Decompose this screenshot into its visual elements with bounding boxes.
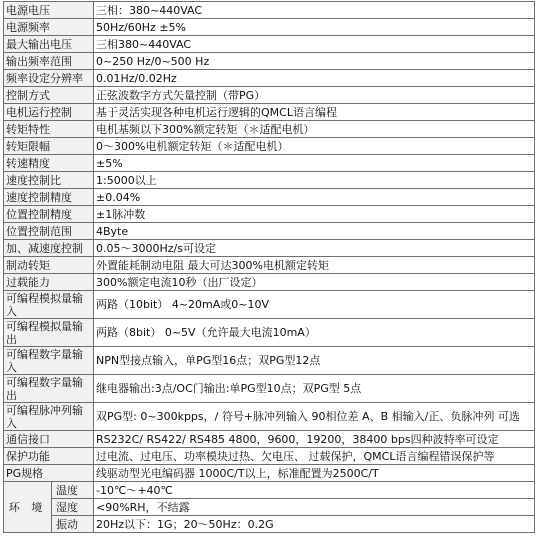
spec-value: 1:5000以上: [94, 172, 535, 189]
spec-label: 加、减速度控制: [4, 240, 94, 257]
spec-row: [4, 172, 535, 189]
spec-value: 正弦波数字方式矢量控制（带PG）: [94, 87, 535, 104]
spec-value: ±0.04%: [94, 189, 535, 206]
spec-value: 继电器输出:3点/OC门输出:单PG型10点；双PG型 5点: [94, 375, 535, 403]
spec-label: 速度控制精度: [4, 189, 94, 206]
spec-row: [4, 87, 535, 104]
spec-label: 通信接口: [4, 431, 94, 448]
spec-row: [4, 70, 535, 87]
spec-row: [4, 36, 535, 53]
spec-value: 过电流、过电压、功率模块过热、欠电压、 过载保护，QMCL语言编程错误保护等: [94, 448, 535, 465]
spec-value: 50Hz/60Hz ±5%: [94, 19, 535, 36]
spec-row: [4, 19, 535, 36]
spec-value: 0.01Hz/0.02Hz: [94, 70, 535, 87]
spec-label: 控制方式: [4, 87, 94, 104]
spec-label: 转速精度: [4, 155, 94, 172]
environment-label: 湿度: [52, 499, 94, 516]
spec-label: 速度控制比: [4, 172, 94, 189]
spec-row: [4, 2, 535, 19]
environment-value: 20Hz以下：1G；20～50Hz：0.2G: [94, 516, 535, 533]
spec-value: 两路（10bit） 4~20mA或0~10V: [94, 291, 535, 319]
spec-row: [4, 274, 535, 291]
spec-value: 0~250 Hz/0~500 Hz: [94, 53, 535, 70]
spec-label: 最大输出电压: [4, 36, 94, 53]
spec-value: 线驱动型光电编码器 1000C/T以上，标准配置为2500C/T: [94, 465, 535, 482]
spec-value: ±1脉冲数: [94, 206, 535, 223]
spec-label: 电源电压: [4, 2, 94, 19]
spec-value: 0.05～3000Hz/s可设定: [94, 240, 535, 257]
spec-row: [4, 431, 535, 448]
spec-row: [4, 347, 535, 375]
spec-row: [4, 155, 535, 172]
spec-label: PG规格: [4, 465, 94, 482]
spec-row: [4, 138, 535, 155]
spec-row: [4, 121, 535, 138]
spec-label: 位置控制范围: [4, 223, 94, 240]
spec-label: 电机运行控制: [4, 104, 94, 121]
spec-value: 0～300%电机额定转矩（＊适配电机）: [94, 138, 535, 155]
environment-value: <90%RH，不结露: [94, 499, 535, 516]
spec-value: 300%额定电流10秒（出厂设定）: [94, 274, 535, 291]
spec-row: [4, 319, 535, 347]
spec-value: 外置能耗制动电阻 最大可达300%电机额定转矩: [94, 257, 535, 274]
spec-row: [4, 375, 535, 403]
spec-row: [4, 448, 535, 465]
environment-row: [4, 482, 535, 499]
spec-row: [4, 223, 535, 240]
spec-row: [4, 257, 535, 274]
specification-table-body: [4, 2, 535, 533]
spec-value: 电机基频以下300%额定转矩（＊适配电机）: [94, 121, 535, 138]
spec-row: [4, 189, 535, 206]
spec-label: 转矩限幅: [4, 138, 94, 155]
spec-label: 可编程脉冲列输入: [4, 403, 94, 431]
environment-label: 温度: [52, 482, 94, 499]
spec-value: 双PG型: 0~300kpps，/ 符号+脉冲列输入 90相位差 A、B 相输入/正、负脉冲列 可选: [94, 403, 535, 431]
spec-label: 可编程模拟量输入: [4, 291, 94, 319]
spec-row: [4, 403, 535, 431]
spec-row: [4, 53, 535, 70]
spec-value: 两路（8bit） 0~5V（允许最大电流10mA）: [94, 319, 535, 347]
specification-table: [3, 1, 535, 533]
spec-label: 保护功能: [4, 448, 94, 465]
spec-value: 基于灵活实现各种电机运行逻辑的QMCL语言编程: [94, 104, 535, 121]
spec-label: 可编程数字量输入: [4, 347, 94, 375]
spec-label: 输出频率范围: [4, 53, 94, 70]
spec-row: [4, 465, 535, 482]
environment-value: -10℃～+40℃: [94, 482, 535, 499]
spec-label: 制动转矩: [4, 257, 94, 274]
environment-row: [4, 499, 535, 516]
spec-value: 4Byte: [94, 223, 535, 240]
spec-label: 转矩特性: [4, 121, 94, 138]
spec-label: 可编程数字量输出: [4, 375, 94, 403]
environment-label: 振动: [52, 516, 94, 533]
spec-value: ±5%: [94, 155, 535, 172]
spec-value: 三相380~440VAC: [94, 36, 535, 53]
spec-label: 过载能力: [4, 274, 94, 291]
spec-row: [4, 104, 535, 121]
spec-value: 三相：380~440VAC: [94, 2, 535, 19]
spec-value: RS232C/ RS422/ RS485 4800，9600，19200，38400 bps四种波特率可设定: [94, 431, 535, 448]
spec-label: 电源频率: [4, 19, 94, 36]
spec-row: [4, 206, 535, 223]
spec-value: NPN型接点输入，单PG型16点；双PG型12点: [94, 347, 535, 375]
environment-group-label: 环 境: [4, 482, 52, 533]
environment-row: [4, 516, 535, 533]
spec-label: 可编程模拟量输出: [4, 319, 94, 347]
spec-row: [4, 240, 535, 257]
spec-label: 位置控制精度: [4, 206, 94, 223]
spec-label: 频率设定分辨率: [4, 70, 94, 87]
spec-row: [4, 291, 535, 319]
